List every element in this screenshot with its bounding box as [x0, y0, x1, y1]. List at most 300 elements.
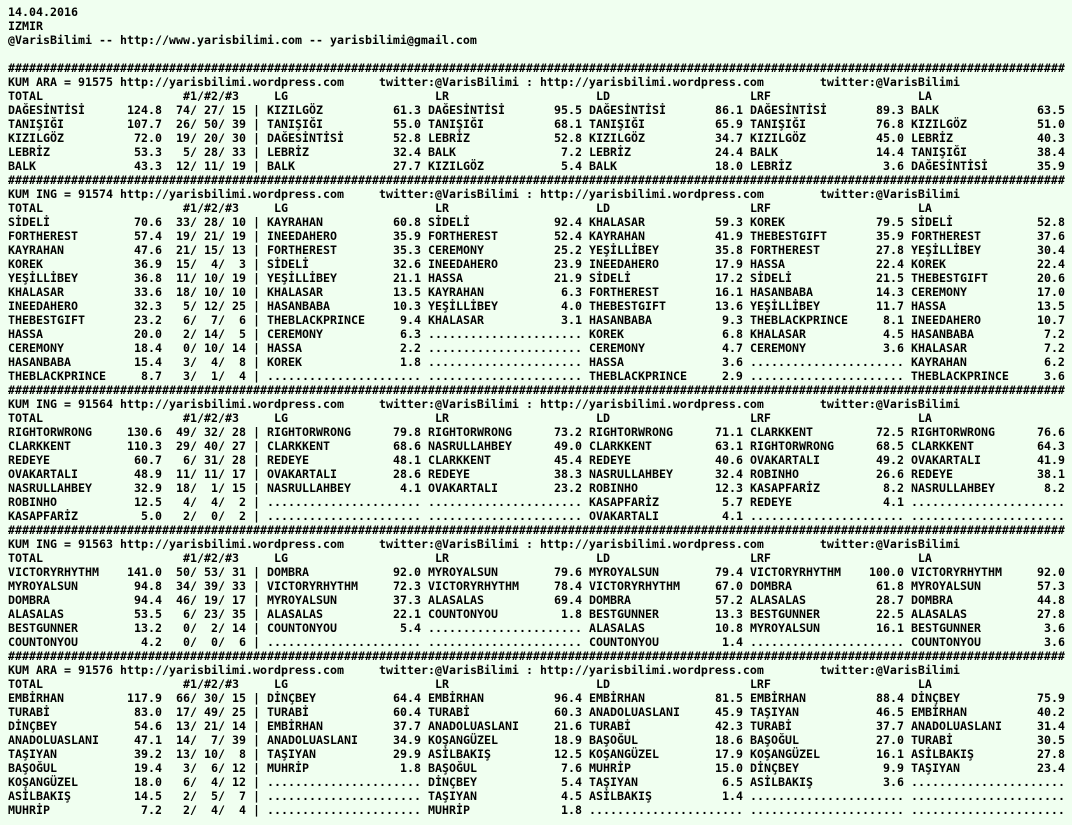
leg-points: 7.2: [1043, 327, 1065, 341]
horse-name: KHALASAR: [8, 285, 64, 299]
column-header-lg: LG: [273, 551, 288, 565]
twitter-handle: twitter:@VarisBilimi: [378, 75, 519, 89]
leg-points: 4.1: [721, 509, 743, 523]
total-points: 94.8: [134, 579, 162, 593]
leg-horse-name: YEŞİLLİBEY: [428, 299, 498, 313]
race-title-line: [8, 75, 1072, 89]
horse-row: HASANBABA 15.4 3/ 4/ 8 | KOREK 1.8 ...................... HASSA 3.6 ...................... KAYRAHAN 6.2: [8, 355, 1065, 369]
column-header-places: #1/#2/#3: [182, 201, 239, 215]
place-count-1: 26: [176, 117, 190, 131]
column-header-lr: LR: [434, 201, 449, 215]
leg-horse-name: VICTORYRHYTHM: [750, 565, 841, 579]
horse-row: TAŞIYAN 39.2 13/ 10/ 8 | TAŞIYAN 29.9 ASİLBAKIŞ 12.5 KOŞANGÜZEL 17.9 KOŞANGÜZEL 16.1 ASİLBAKIŞ 27.8: [8, 747, 1065, 761]
total-points: 141.0: [127, 565, 162, 579]
leg-points: 6.3: [561, 285, 582, 299]
leg-points: 18.6: [715, 733, 743, 747]
leg-horse-name: VICTORYRHYTHM: [589, 579, 680, 593]
leg-points: 35.9: [1036, 159, 1065, 173]
leg-points: 23.4: [1037, 761, 1065, 775]
leg-horse-name: DOMBRA: [267, 565, 309, 579]
place-count-2: 4: [211, 355, 218, 369]
twitter-handle: twitter:@VarisBilimi: [378, 397, 519, 411]
leg-horse-name: MUHRİP: [427, 803, 470, 817]
blog-url: http://yarisbilimi.wordpress.com: [119, 187, 344, 201]
place-count-1: 21: [176, 243, 190, 257]
leg-horse-name: THEBESTGIFT: [589, 299, 666, 313]
separator: :: [525, 663, 533, 677]
horse-row: EMBİRHAN 117.9 66/ 30/ 15 | DİNÇBEY 64.4 EMBİRHAN 96.4 EMBİRHAN 81.5 EMBİRHAN 88.4 DİNÇBEY 75.9: [8, 691, 1065, 705]
divider: #######################################################################################################################################################: [8, 383, 1065, 397]
leg-horse-name: BALK: [911, 103, 939, 117]
column-header-ld: LD: [595, 201, 610, 215]
leg-horse-name: SİDELİ: [911, 215, 953, 229]
blank-entry: ......................: [749, 789, 904, 803]
total-points: 72.0: [134, 131, 162, 145]
leg-points: 5.7: [721, 495, 743, 509]
leg-points: 6.2: [1043, 355, 1065, 369]
leg-points: 67.0: [715, 579, 743, 593]
column-header-lg: LG: [273, 411, 288, 425]
leg-horse-name: THEBLACKPRINCE: [588, 369, 687, 383]
leg-horse-name: DAĞESİNTİSİ: [910, 159, 988, 173]
blank-entry: ......................: [427, 635, 582, 649]
leg-points: 63.1: [715, 439, 743, 453]
column-header-lg: LG: [273, 677, 288, 691]
leg-points: 29.9: [393, 747, 421, 761]
leg-horse-name: INEEDAHERO: [589, 257, 659, 271]
leg-points: 9.9: [883, 761, 904, 775]
leg-horse-name: TAŞIYAN: [267, 747, 316, 761]
leg-points: 28.7: [876, 593, 904, 607]
leg-points: 6.5: [721, 775, 743, 789]
place-count-3: 8: [239, 747, 246, 761]
leg-points: 4.1: [882, 495, 904, 509]
blank-entry: ......................: [427, 341, 582, 355]
leg-points: 40.2: [1037, 705, 1065, 719]
leg-points: 52.4: [554, 229, 582, 243]
place-count-1: 3: [183, 355, 190, 369]
column-header-lrf: LRF: [749, 89, 771, 103]
divider: #######################################################################################################################################################: [8, 523, 1065, 537]
place-count-2: 10: [204, 285, 218, 299]
horse-row: TURABİ 83.0 17/ 49/ 25 | TURABİ 60.4 TURABİ 60.3 ANADOLUASLANI 45.9 TAŞIYAN 46.5 EMBİRHAN 40.2: [8, 705, 1065, 719]
column-header-total: TOTAL: [8, 551, 43, 565]
leg-points: 52.8: [393, 131, 421, 145]
blank-entry: ......................: [267, 789, 421, 803]
leg-points: 14.4: [875, 145, 904, 159]
leg-horse-name: EMBİRHAN: [750, 691, 806, 705]
leg-points: 27.8: [1037, 607, 1065, 621]
leg-points: 46.5: [876, 705, 904, 719]
leg-points: 52.8: [1037, 215, 1065, 229]
leg-horse-name: BALK: [749, 145, 778, 159]
race-title-line: [8, 397, 1072, 411]
leg-points: 2.9: [721, 369, 743, 383]
column-header-lg: LG: [273, 89, 288, 103]
leg-horse-name: HASANBABA: [750, 285, 813, 299]
place-count-1: 17: [176, 705, 190, 719]
leg-points: 64.4: [393, 691, 421, 705]
place-count-1: 33: [176, 215, 190, 229]
leg-points: 5.4: [400, 621, 421, 635]
blog-url: http://yarisbilimi.wordpress.com: [119, 537, 344, 551]
leg-horse-name: KOŞANGÜZEL: [750, 747, 820, 761]
leg-points: 30.4: [1037, 243, 1065, 257]
race-title: KUM ING = 91563: [8, 537, 113, 551]
place-count-1: 11: [176, 271, 190, 285]
place-count-3: 15: [232, 691, 246, 705]
leg-points: 44.8: [1037, 593, 1065, 607]
leg-horse-name: RIGHTORWRONG: [589, 425, 673, 439]
place-count-1: 18: [176, 285, 190, 299]
leg-points: 1.8: [399, 355, 421, 369]
place-count-3: 31: [232, 565, 246, 579]
leg-horse-name: ROBINHO: [589, 481, 638, 495]
place-count-3: 17: [232, 467, 246, 481]
leg-points: 32.4: [393, 145, 421, 159]
column-header-line: [8, 89, 1072, 103]
leg-points: 12.3: [715, 481, 743, 495]
place-count-1: 34: [176, 579, 190, 593]
place-count-1: 13: [176, 747, 190, 761]
horse-name: MYROYALSUN: [8, 579, 78, 593]
leg-horse-name: TANIŞIĞI: [267, 117, 323, 131]
leg-points: 21.6: [554, 719, 582, 733]
leg-points: 22.1: [393, 607, 421, 621]
twitter-handle: twitter:@VarisBilimi: [819, 75, 960, 89]
leg-horse-name: TURABİ: [428, 705, 470, 719]
place-count-2: 31: [204, 453, 218, 467]
leg-horse-name: DAĞESİNTİSİ: [267, 131, 344, 145]
leg-points: 10.8: [714, 621, 743, 635]
column-header-ld: LD: [595, 677, 610, 691]
leg-points: 12.5: [554, 747, 582, 761]
leg-points: 1.8: [561, 607, 582, 621]
leg-horse-name: THEBLACKPRINCE: [267, 313, 365, 327]
leg-horse-name: TAŞIYAN: [427, 789, 477, 803]
leg-points: 4.7: [721, 341, 743, 355]
divider-line: [8, 173, 1072, 187]
leg-horse-name: DİNÇBEY: [267, 691, 316, 705]
leg-points: 7.6: [561, 761, 582, 775]
place-count-2: 28: [204, 215, 218, 229]
blank-entry: ......................: [910, 775, 1065, 789]
place-count-3: 14: [232, 341, 246, 355]
leg-horse-name: REDEYE: [911, 467, 953, 481]
leg-horse-name: TURABİ: [589, 719, 631, 733]
leg-points: 22.4: [1037, 257, 1065, 271]
leg-horse-name: INEEDAHERO: [428, 257, 498, 271]
leg-points: 32.4: [715, 467, 743, 481]
leg-points: 21.9: [554, 271, 582, 285]
place-count-2: 20: [204, 131, 218, 145]
leg-horse-name: CLARKKENT: [267, 439, 330, 453]
total-points: 83.0: [134, 705, 162, 719]
leg-points: 27.8: [876, 243, 904, 257]
total-points: 32.3: [134, 299, 162, 313]
column-header-la: LA: [917, 551, 932, 565]
leg-points: 32.6: [393, 257, 421, 271]
leg-horse-name: NASRULLAHBEY: [428, 439, 512, 453]
place-count-2: 11: [204, 467, 218, 481]
horse-name: KAYRAHAN: [8, 243, 64, 257]
leg-horse-name: NASRULLAHBEY: [589, 467, 673, 481]
leg-horse-name: LEBRİZ: [749, 159, 792, 173]
leg-horse-name: CLARKKENT: [428, 453, 491, 467]
place-count-1: 46: [176, 593, 190, 607]
blank-entry: ......................: [427, 495, 582, 509]
leg-points: 3.6: [1043, 621, 1065, 635]
leg-horse-name: COUNTONYOU: [910, 635, 981, 649]
leg-points: 17.2: [715, 271, 743, 285]
horse-row: SİDELİ 70.6 33/ 28/ 10 | KAYRAHAN 60.8 SİDELİ 92.4 KHALASAR 59.3 KOREK 79.5 SİDELİ 52.8: [8, 215, 1065, 229]
leg-horse-name: BAŞOĞUL: [589, 733, 638, 747]
leg-horse-name: VICTORYRHYTHM: [428, 579, 519, 593]
total-points: 4.2: [141, 635, 162, 649]
column-header-line: [8, 551, 1072, 565]
leg-horse-name: RIGHTORWRONG: [267, 425, 351, 439]
leg-points: 16.1: [715, 285, 743, 299]
leg-points: 21.1: [393, 271, 421, 285]
leg-points: 57.3: [1037, 579, 1065, 593]
place-count-2: 10: [204, 271, 218, 285]
blank-entry: ......................: [910, 789, 1065, 803]
leg-points: 7.2: [1043, 341, 1065, 355]
blog-url: http://yarisbilimi.wordpress.com: [539, 663, 764, 677]
place-count-2: 23: [204, 607, 218, 621]
leg-points: 45.9: [715, 705, 743, 719]
leg-points: 35.3: [393, 243, 421, 257]
place-count-3: 6: [239, 313, 246, 327]
horse-row: CLARKKENT 110.3 29/ 40/ 27 | CLARKKENT 68.6 NASRULLAHBEY 49.0 CLARKKENT 63.1 RIGHTORWRONG 68.5 CLARKKENT 64.3: [8, 439, 1065, 453]
leg-horse-name: YEŞİLLİBEY: [267, 271, 337, 285]
place-count-3: 7: [239, 789, 246, 803]
leg-horse-name: DİNÇBEY: [750, 761, 799, 775]
leg-points: 5.4: [560, 775, 582, 789]
horse-row: MUHRİP 7.2 2/ 4/ 4 | ...................... MUHRİP 1.8 ...................... ...................... ......................: [8, 803, 1065, 817]
leg-horse-name: TANIŞIĞI: [910, 145, 967, 159]
horse-name: BALK: [8, 159, 36, 173]
horse-row: THEBLACKPRINCE 8.7 3/ 1/ 4 | ...................... ...................... THEBLACKPRINCE 2.9 ...................... THEBLACKPRINCE 3.6: [8, 369, 1065, 383]
place-count-2: 15: [204, 243, 218, 257]
leg-points: 73.2: [554, 425, 582, 439]
blank-entry: ......................: [427, 355, 582, 369]
leg-horse-name: DAĞESİNTİSİ: [428, 103, 505, 117]
place-count-1: 4: [183, 495, 190, 509]
column-header-lr: LR: [434, 677, 449, 691]
leg-points: 3.6: [882, 341, 904, 355]
horse-row: KASAPFARİZ 5.0 2/ 0/ 2 | ...................... ...................... OVAKARTALI 4.1 ...................... ......................: [8, 509, 1065, 523]
leg-points: 16.1: [875, 621, 904, 635]
race-title-line: [8, 537, 1072, 551]
place-count-3: 2: [239, 509, 246, 523]
place-count-2: 7: [211, 313, 218, 327]
total-points: 60.7: [134, 453, 162, 467]
leg-horse-name: EMBİRHAN: [911, 705, 967, 719]
leg-points: 17.9: [715, 747, 743, 761]
column-header-ld: LD: [595, 89, 610, 103]
leg-points: 4.0: [561, 299, 582, 313]
leg-points: 37.6: [1037, 229, 1065, 243]
blank-entry: ......................: [910, 495, 1065, 509]
horse-name: HASANBABA: [8, 355, 71, 369]
leg-points: 75.9: [1037, 691, 1065, 705]
leg-points: 27.0: [876, 733, 904, 747]
horse-name: CLARKKENT: [8, 439, 71, 453]
place-count-2: 53: [204, 565, 218, 579]
place-count-2: 5: [211, 789, 218, 803]
leg-horse-name: NASRULLAHBEY: [267, 481, 351, 495]
place-count-3: 5: [239, 327, 246, 341]
column-header-total: TOTAL: [8, 201, 43, 215]
horse-name: KIZILGÖZ: [8, 131, 64, 145]
leg-horse-name: VICTORYRHYTHM: [911, 565, 1002, 579]
leg-points: 92.4: [554, 215, 582, 229]
place-count-3: 6: [239, 635, 246, 649]
place-count-2: 0: [211, 509, 218, 523]
leg-points: 4.5: [882, 327, 904, 341]
blank-entry: ......................: [427, 509, 582, 523]
column-header-total: TOTAL: [8, 411, 43, 425]
leg-points: 72.5: [876, 425, 904, 439]
race-title: KUM ARA = 91575: [8, 75, 113, 89]
place-count-1: 5: [183, 299, 190, 313]
leg-points: 13.5: [393, 285, 421, 299]
leg-points: 72.3: [393, 579, 421, 593]
leg-points: 1.4: [721, 635, 743, 649]
leg-points: 28.6: [393, 467, 421, 481]
blank-entry: ......................: [267, 803, 421, 817]
place-count-1: 6: [183, 775, 190, 789]
leg-horse-name: MYROYALSUN: [911, 579, 981, 593]
place-count-3: 17: [232, 593, 246, 607]
divider-line: [8, 383, 1072, 397]
leg-horse-name: REDEYE: [428, 467, 470, 481]
leg-horse-name: ANADOLUASLANI: [428, 719, 519, 733]
total-points: 19.4: [134, 761, 162, 775]
horse-row: NASRULLAHBEY 32.9 18/ 1/ 15 | NASRULLAHBEY 4.1 OVAKARTALI 23.2 ROBINHO 12.3 KASAPFARİZ 8.2 NASRULLAHBEY 8.2: [8, 481, 1065, 495]
horse-row: INEEDAHERO 32.3 5/ 12/ 25 | HASANBABA 10.3 YEŞİLLİBEY 4.0 THEBESTGIFT 13.6 YEŞİLLİBEY 11.7 HASSA 13.5: [8, 299, 1065, 313]
race-title-line: [8, 663, 1072, 677]
leg-points: 38.4: [1036, 145, 1065, 159]
place-count-2: 4: [211, 495, 218, 509]
leg-horse-name: KHALASAR: [910, 341, 967, 355]
blog-url: http://yarisbilimi.wordpress.com: [119, 663, 344, 677]
total-points: 7.2: [141, 803, 162, 817]
leg-horse-name: OVAKARTALI: [267, 467, 337, 481]
blog-url: http://yarisbilimi.wordpress.com: [539, 397, 764, 411]
leg-points: 34.7: [715, 131, 743, 145]
leg-points: 3.1: [560, 313, 582, 327]
horse-name: OVAKARTALI: [8, 467, 78, 481]
leg-points: 49.2: [876, 453, 904, 467]
place-count-3: 19: [232, 271, 246, 285]
leg-points: 38.1: [1037, 467, 1065, 481]
leg-horse-name: CLARKKENT: [911, 439, 974, 453]
column-header-line: [8, 677, 1072, 691]
horse-name: ANADOLUASLANI: [8, 733, 99, 747]
column-header-total: TOTAL: [8, 677, 43, 691]
leg-horse-name: BALK: [428, 145, 456, 159]
leg-horse-name: KOREK: [750, 215, 785, 229]
leg-horse-name: KHALASAR: [589, 215, 645, 229]
leg-horse-name: KIZILGÖZ: [427, 159, 484, 173]
total-points: 57.4: [134, 229, 162, 243]
leg-horse-name: COUNTONYOU: [588, 635, 659, 649]
place-count-1: 6: [183, 453, 190, 467]
leg-horse-name: HASSA: [267, 341, 302, 355]
leg-horse-name: TANIŞIĞI: [428, 117, 484, 131]
horse-name: THEBLACKPRINCE: [8, 369, 106, 383]
column-header-lrf: LRF: [749, 551, 771, 565]
place-count-1: 0: [183, 621, 190, 635]
leg-horse-name: BAŞOĞUL: [750, 733, 799, 747]
horse-row: TANIŞIĞI 107.7 26/ 50/ 39 | TANIŞIĞI 55.0 TANIŞIĞI 68.1 TANIŞIĞI 65.9 TANIŞIĞI 76.8 KIZILGÖZ 51.0: [8, 117, 1065, 131]
total-points: 54.6: [134, 719, 162, 733]
divider: #######################################################################################################################################################: [8, 649, 1065, 663]
leg-points: 10.7: [1036, 313, 1065, 327]
place-count-2: 1: [211, 481, 218, 495]
horse-name: INEEDAHERO: [8, 299, 78, 313]
blank-entry: ......................: [910, 803, 1065, 817]
leg-points: 59.3: [715, 215, 743, 229]
leg-horse-name: CEREMONY: [911, 285, 967, 299]
leg-points: 27.8: [1037, 747, 1065, 761]
leg-points: 95.5: [554, 103, 582, 117]
blank-entry: ......................: [428, 621, 582, 635]
horse-name: SİDELİ: [8, 215, 50, 229]
leg-horse-name: HASSA: [750, 257, 785, 271]
leg-points: 6.8: [721, 327, 743, 341]
place-count-3: 19: [231, 159, 246, 173]
leg-points: 9.4: [399, 313, 421, 327]
place-count-2: 1: [210, 369, 218, 383]
leg-horse-name: KIZILGÖZ: [911, 117, 967, 131]
place-count-3: 12: [232, 761, 246, 775]
leg-horse-name: CEREMONY: [588, 341, 645, 355]
leg-horse-name: KOŞANGÜZEL: [589, 747, 659, 761]
separator: :: [525, 75, 533, 89]
place-count-2: 19: [204, 593, 218, 607]
blank-entry: ......................: [428, 327, 582, 341]
place-count-3: 25: [232, 299, 246, 313]
place-count-2: 50: [204, 117, 218, 131]
leg-points: 45.0: [876, 131, 904, 145]
blog-url: http://yarisbilimi.wordpress.com: [119, 75, 344, 89]
total-points: 53.3: [134, 145, 162, 159]
column-header-la: LA: [917, 677, 932, 691]
leg-horse-name: DİNÇBEY: [427, 775, 477, 789]
total-points: 18.0: [134, 775, 162, 789]
leg-points: 26.6: [876, 467, 904, 481]
leg-horse-name: KASAPFARİZ: [588, 495, 659, 509]
leg-points: 8.2: [1044, 481, 1065, 495]
column-header-places: #1/#2/#3: [182, 411, 239, 425]
leg-points: 1.4: [721, 789, 743, 803]
leg-points: 31.4: [1037, 719, 1065, 733]
twitter-handle: twitter:@VarisBilimi: [819, 537, 960, 551]
leg-points: 4.1: [400, 481, 421, 495]
leg-horse-name: SİDELİ: [750, 271, 792, 285]
separator: :: [525, 397, 533, 411]
horse-row: ROBINHO 12.5 4/ 4/ 2 | ...................... ...................... KASAPFARİZ 5.7 REDEYE 4.1 ......................: [8, 495, 1065, 509]
horse-row: REDEYE 60.7 6/ 31/ 28 | REDEYE 48.1 CLARKKENT 45.4 REDEYE 40.6 OVAKARTALI 49.2 OVAKARTALI 41.9: [8, 453, 1065, 467]
place-count-2: 0: [211, 635, 218, 649]
race-title: KUM ARA = 91576: [8, 663, 113, 677]
twitter-handle: twitter:@VarisBilimi: [819, 663, 960, 677]
leg-horse-name: FORTHEREST: [428, 229, 498, 243]
separator: :: [525, 537, 533, 551]
